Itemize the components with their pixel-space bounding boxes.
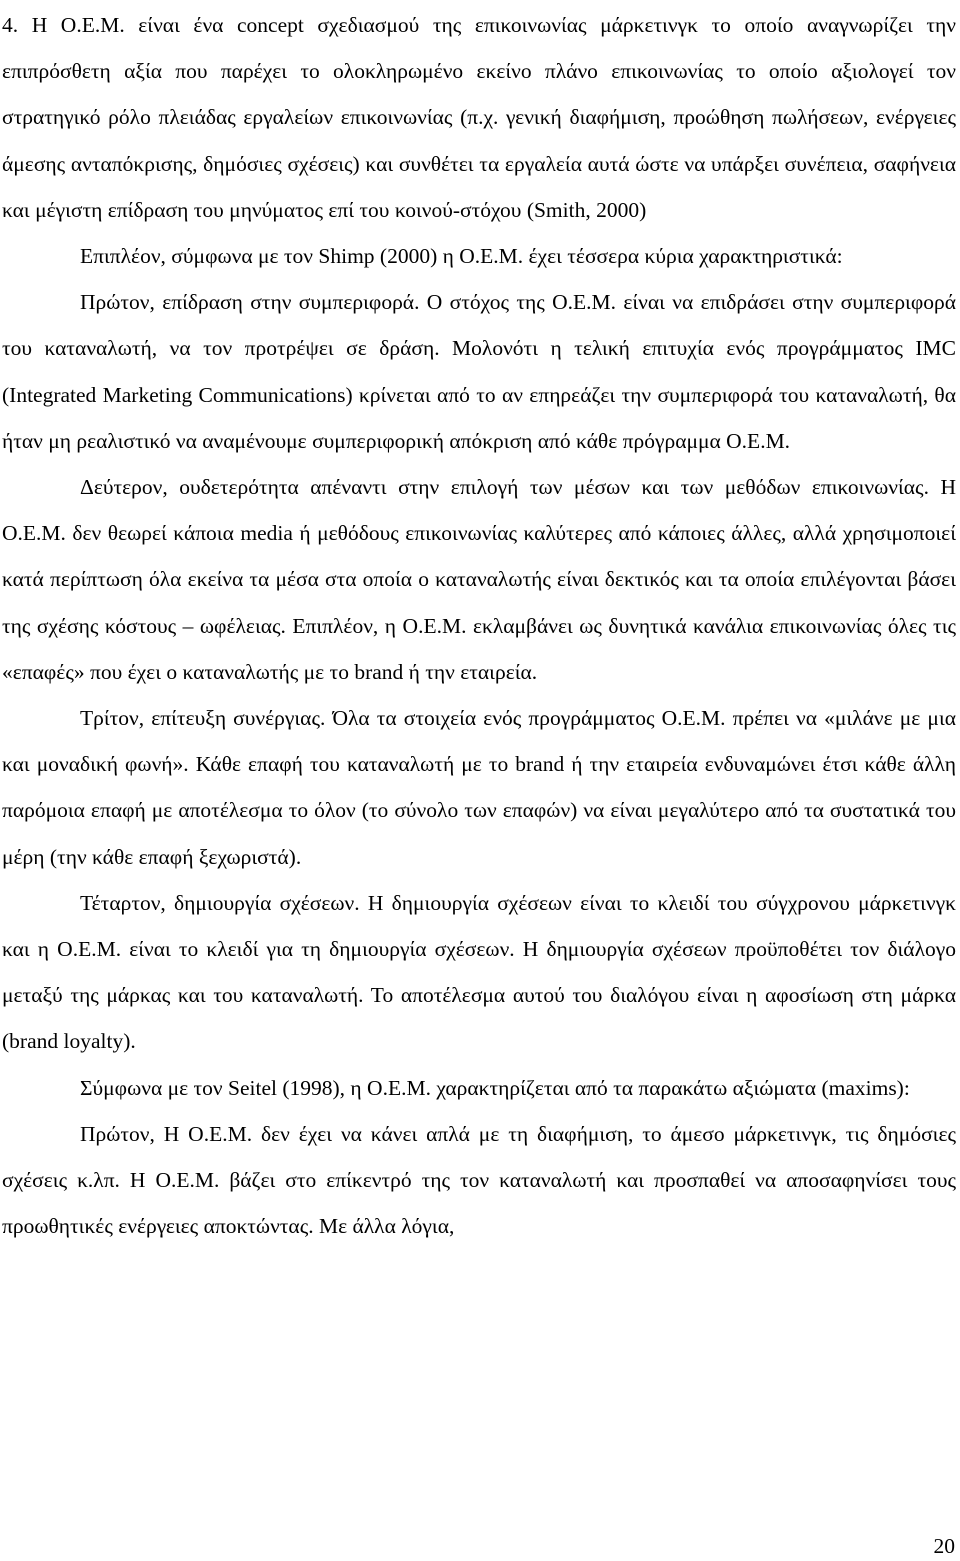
- page-number: 20: [933, 1534, 955, 1558]
- paragraph-fourth-relationships: Τέταρτον, δημιουργία σχέσεων. Η δημιουργία σχέσεων είναι το κλειδί του σύγχρονου μάρκετινγκ και η Ο.Ε.Μ. είναι το κλειδί για τη δημιουργία σχέσεων. Η δημιουργία σχέσεων προϋποθέτει τον διάλογο μεταξύ της μάρκας και του καταναλωτή. Το αποτέλεσμα αυτού του διαλόγου είναι η αφοσίωση στη μάρκα (brand loyalty).: [2, 890, 956, 1054]
- paragraph-seitel-maxims: Σύμφωνα με τον Seitel (1998), η Ο.Ε.Μ. χαρακτηρίζεται από τα παρακάτω αξιώματα (maxims):: [80, 1075, 910, 1100]
- paragraph-first-behavior: Πρώτον, επίδραση στην συμπεριφορά. Ο στόχος της Ο.Ε.Μ. είναι να επιδράσει στην συμπεριφορά του καταναλωτή, να τον προτρέψει σε δράση. Μολονότι η τελική επιτυχία ενός προγράμματος IMC (Integrated Marketing Communications) κρίνεται από το αν επηρεάζει την συμπεριφορά του καταναλωτή, θα ήταν μη ρεαλιστικό να αναμένουμε συμπεριφορική απόκριση από κάθε πρόγραμμα Ο.Ε.Μ.: [2, 290, 956, 453]
- document-body: [2, 2, 956, 1249]
- paragraph-shimp-characteristics: Επιπλέον, σύμφωνα με τον Shimp (2000) η Ο.Ε.Μ. έχει τέσσερα κύρια χαρακτηριστικά:: [80, 244, 843, 269]
- paragraph-first-maxim: Πρώτον, Η Ο.Ε.Μ. δεν έχει να κάνει απλά με τη διαφήμιση, το άμεσο μάρκετινγκ, τις δημόσιες σχέσεις κ.λπ. Η Ο.Ε.Μ. βάζει στο επίκεντρό της τον καταναλωτή και προσπαθεί να αποσαφηνίσει τους προωθητικές ενέργειες αποκτώντας. Με άλλα λόγια,: [2, 1121, 956, 1239]
- paragraph-imc-definition: 4. Η Ο.Ε.Μ. είναι ένα concept σχεδιασμού της επικοινωνίας μάρκετινγκ το οποίο αναγνωρίζει την επιπρόσθετη αξία που παρέχει το ολοκληρωμένο εκείνο πλάνο επικοινωνίας το οποίο αξιολογεί τον στρατηγικό ρόλο πλειάδας εργαλείων επικοινωνίας (π.χ. γενική διαφήμιση, προώθηση πωλήσεων, ενέργειες άμεσης ανταπόκρισης, δημόσιες σχέσεις) και συνθέτει τα εργαλεία αυτά ώστε να υπάρξει συνέπεια, σαφήνεια και μέγιστη επίδραση του μηνύματος επί του κοινού-στόχου (Smith, 2000): [2, 13, 956, 222]
- paragraph-second-neutrality: Δεύτερον, ουδετερότητα απέναντι στην επιλογή των μέσων και των μεθόδων επικοινωνίας. Η Ο.Ε.Μ. δεν θεωρεί κάποια media ή μεθόδους επικοινωνίας καλύτερες από κάποιες άλλες, αλλά χρησιμοποιεί κατά περίπτωση όλα εκείνα τα μέσα στα οποία ο καταναλωτής είναι δεκτικός και τα οποία επιλέγονται βάσει της σχέσης κόστους – ωφέλειας. Επιπλέον, η Ο.Ε.Μ. εκλαμβάνει ως δυνητικά κανάλια επικοινωνίας όλες τις «επαφές» που έχει ο καταναλωτής με το brand ή την εταιρεία.: [2, 475, 956, 684]
- paragraph-third-synergy: Τρίτον, επίτευξη συνέργιας. Όλα τα στοιχεία ενός προγράμματος Ο.Ε.Μ. πρέπει να «μιλάνε με μια και μοναδική φωνή». Κάθε επαφή του καταναλωτή με το brand ή την εταιρεία ενδυναμώνει έτσι κάθε άλλη παρόμοια επαφή με αποτέλεσμα το όλον (το σύνολο των επαφών) να είναι μεγαλύτερο από τα συστατικά του μέρη (την κάθε επαφή ξεχωριστά).: [2, 706, 956, 869]
